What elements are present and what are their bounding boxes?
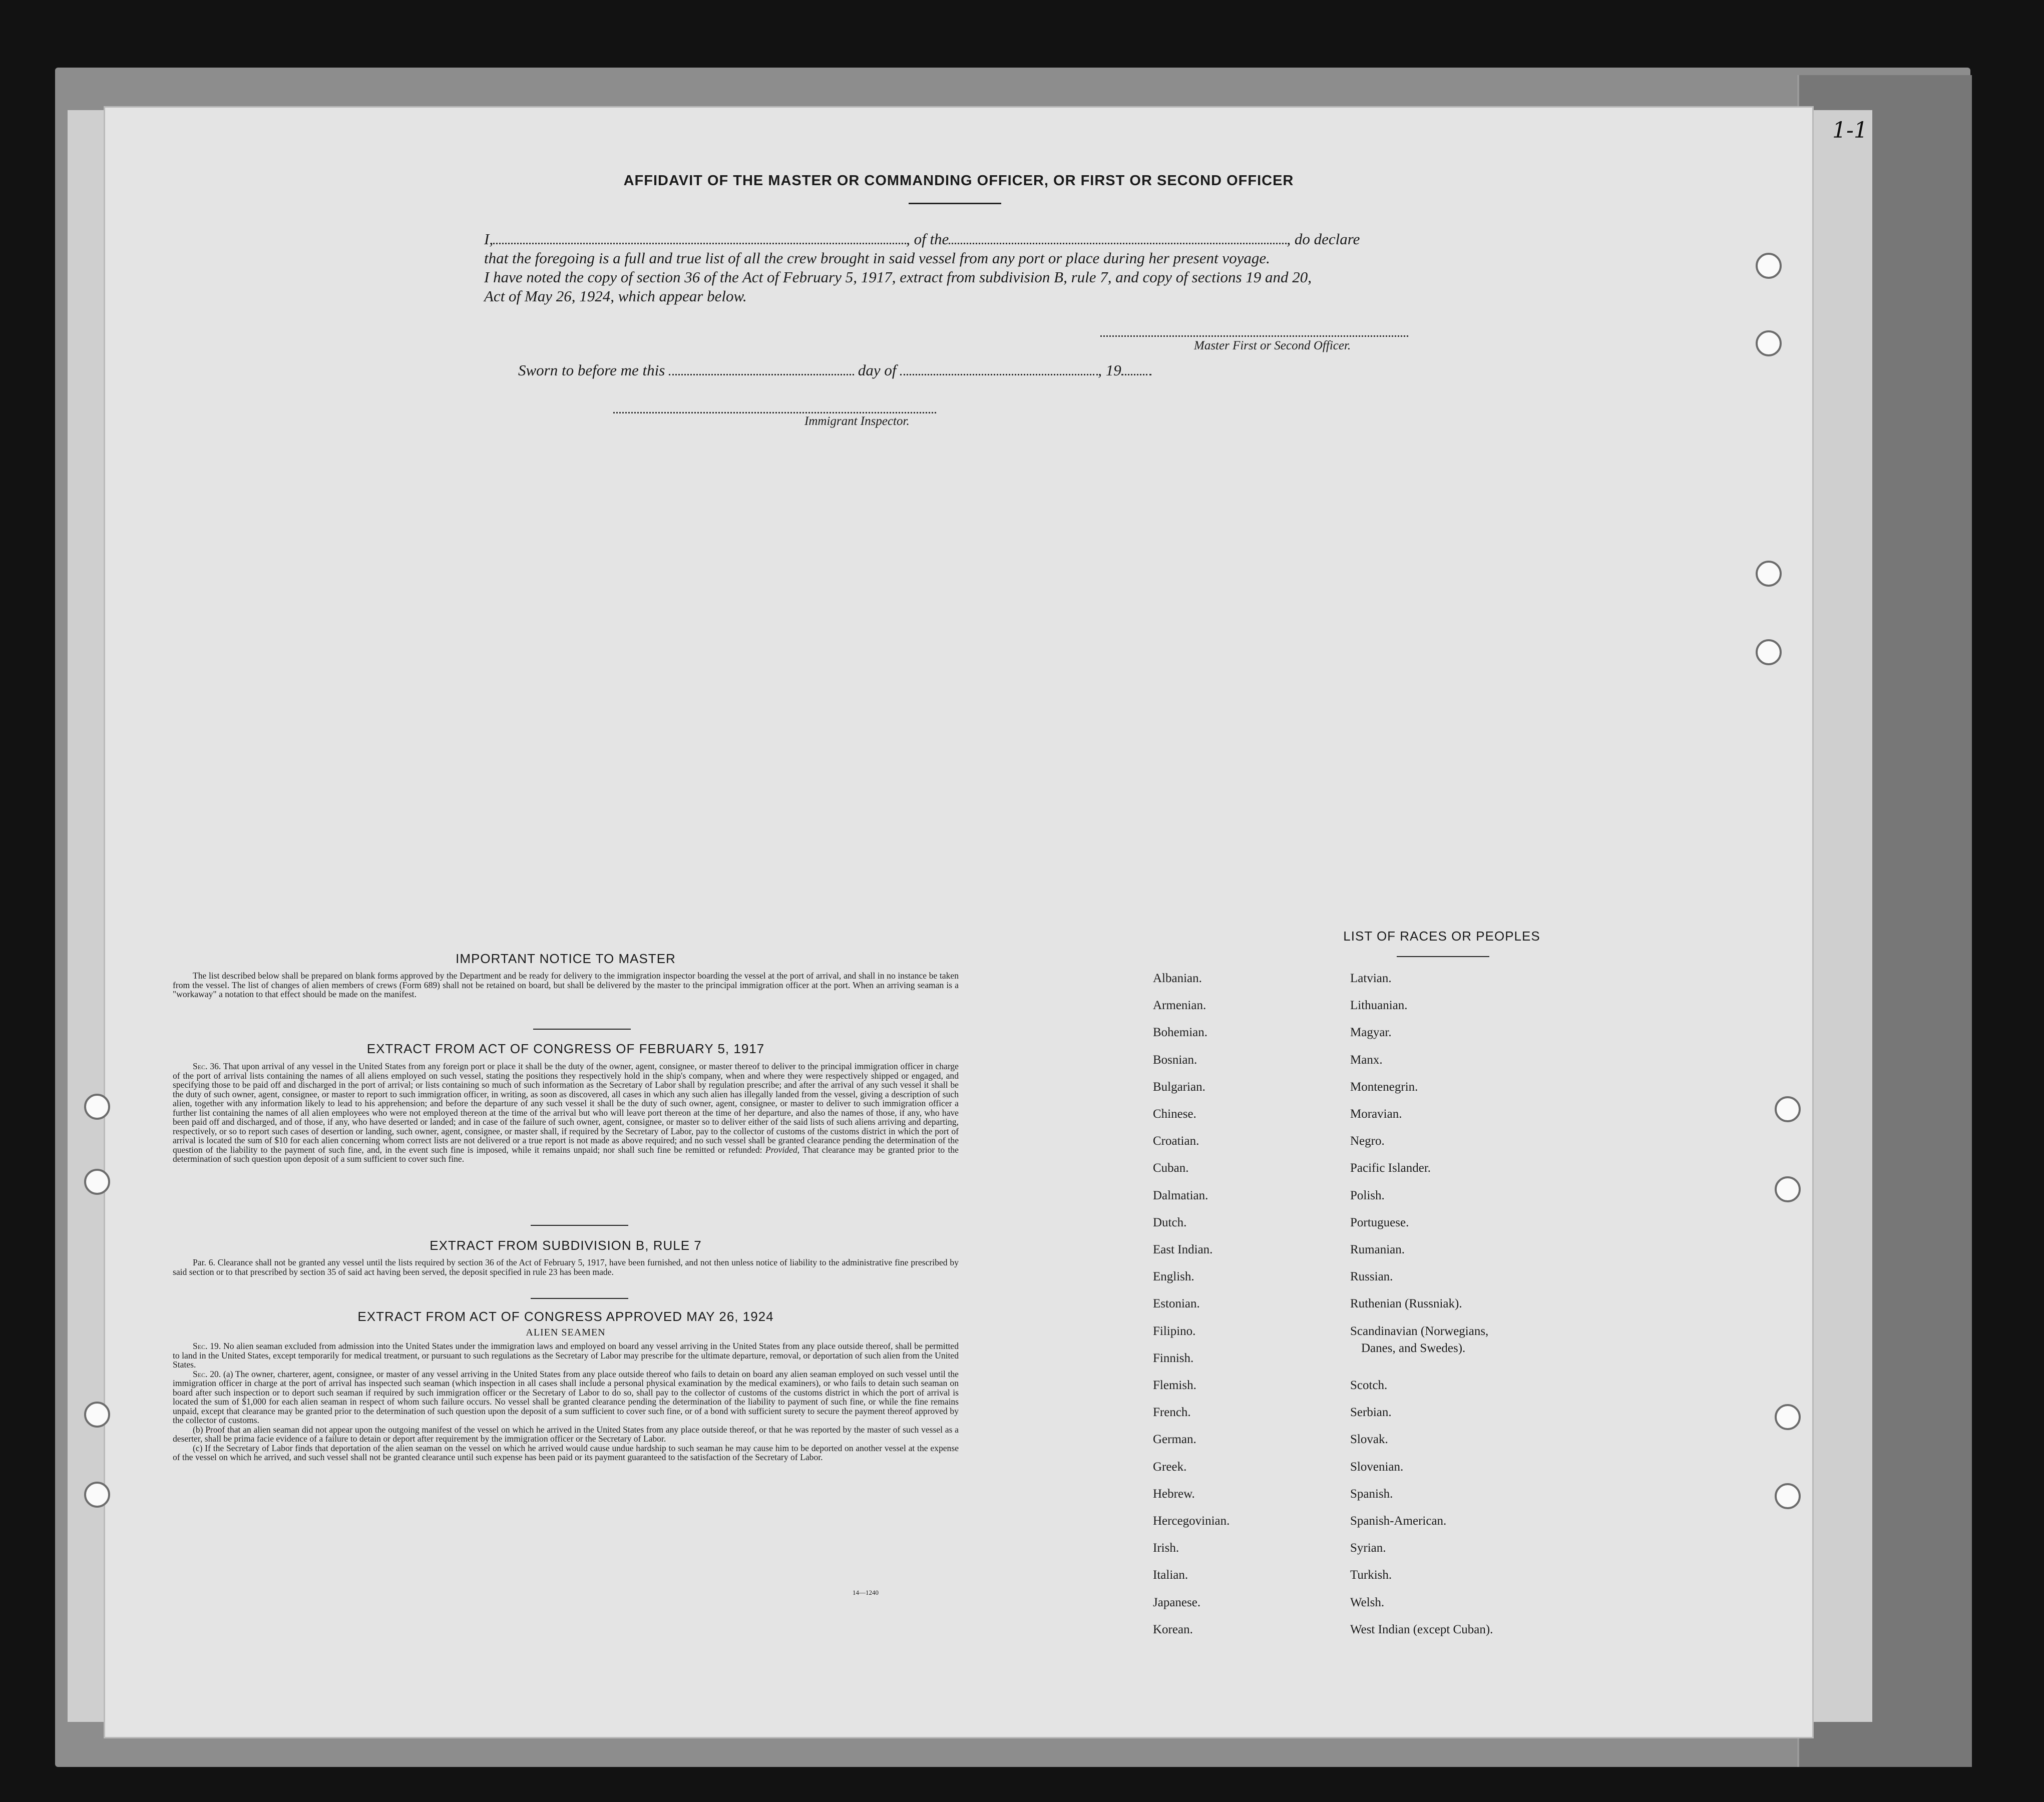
sworn-text: Sworn to before me this	[518, 361, 665, 379]
race-item: East Indian.	[1153, 1243, 1213, 1256]
divider	[1397, 956, 1489, 957]
handwritten-mark: 1-1	[1832, 118, 1868, 143]
race-item: Welsh.	[1350, 1596, 1385, 1609]
race-item: Manx.	[1350, 1053, 1383, 1067]
race-item: Bulgarian.	[1153, 1080, 1205, 1094]
race-item: Turkish.	[1350, 1568, 1392, 1582]
race-item: Latvian.	[1350, 972, 1392, 985]
punch-hole	[1756, 330, 1782, 356]
race-item: Russian.	[1350, 1270, 1393, 1283]
paragraph-6: Par. 6. Clearance shall not be granted any vessel until the lists required by section 36 of the Act of February 5, 1917, have been furnished, and not then unless notice of liability to the administrative fine prescribed by said section or to that prescribed by section 35 of said act having been served, the deposit specified in rule 23 has been made.	[173, 1257, 959, 1277]
race-item: Italian.	[1153, 1568, 1188, 1582]
divider	[531, 1298, 628, 1299]
race-item: Dalmatian.	[1153, 1189, 1208, 1202]
punch-hole	[1756, 561, 1782, 587]
race-item: Spanish-American.	[1350, 1514, 1447, 1528]
subdivision-b-text	[173, 1258, 959, 1276]
section-36	[173, 1062, 959, 1164]
inspector-signature-line	[613, 412, 936, 413]
races-title: LIST OF RACES OR PEOPLES	[1343, 929, 1540, 944]
race-item: Serbian.	[1350, 1406, 1392, 1419]
divider	[909, 203, 1001, 204]
vessel-blank	[949, 242, 1287, 244]
race-item: Filipino.	[1153, 1324, 1196, 1338]
month-blank	[900, 373, 1098, 375]
race-item: Polish.	[1350, 1189, 1385, 1202]
punch-hole	[84, 1402, 110, 1428]
race-item: Scandinavian (Norwegians,	[1350, 1324, 1489, 1338]
notice-text	[173, 971, 959, 999]
day-of-text: day of	[858, 361, 897, 379]
divider	[531, 1225, 628, 1226]
punch-hole	[84, 1094, 110, 1120]
form-number: 14—1240	[853, 1589, 879, 1596]
notice-paragraph: The list described below shall be prepared on blank forms approved by the Department and be ready for delivery to the immigration inspector boarding the vessel at the port of arrival, and shall in no instance be taken from the vessel. The list of changes of alien members of crews (Form 689) shall not be retained on board, but shall be delivered by the master to the principal immigration officer at the port. When an arriving seaman is a "workaway" a notation to that effect should be made on the manifest.	[173, 971, 959, 999]
race-item: German.	[1153, 1433, 1196, 1446]
race-item: Croatian.	[1153, 1134, 1199, 1148]
form-page	[105, 108, 1812, 1737]
extract-1917-text	[173, 1062, 959, 1164]
race-item: Danes, and Swedes).	[1361, 1341, 1466, 1355]
race-item: Estonian.	[1153, 1297, 1200, 1310]
proviso-body: That clearance may be granted prior to the determination of such question upon deposit of a sum sufficient to cover such fine.	[173, 1144, 959, 1164]
section-36-body: That upon arrival of any vessel in the United States from any foreign port or place it shall be the duty of the owner, agent, consignee, or master thereof to deliver to the principal immigration officer in charge of the port of arrival lists containing the names of all aliens employed on such vessel, stating the positions they respectively hold in the ship's company, when and where they were respectively shipped or engaged, and specifying those to be paid off and discharged in the port of arrival; or lists containing so much of such information as the Secretary of Labor shall by regulation prescribe; and after the arrival of any such vessel it shall be the duty of such owner, agent, consignee, or master to report to such immigration officer, in writing, as soon as discovered, all cases in which any such alien has illegally landed from the vessel, giving a description of such alien, together with any information likely to lead to his apprehension; and before the departure of any such vessel it shall be the duty of such owner, agent, consignee, or master to deliver to such immigration officer a further list containing the names of all alien employees who were not employed thereon at the time of the arrival but who will leave port thereon at the time of her departure, and also the names of those, if any, who have been paid off and discharged, and of those, if any, who have deserted or landed; and in case of the failure of such owner, agent, consignee, or master so to deliver either of the said lists of such aliens arriving and departing, respectively, or so to report such cases of desertion or landing, such owner, agent, consignee, or master shall, if required by the Secretary of Labor, pay to the collector of customs of the customs district in which the port of arrival is located the sum of $10 for each alien concerning whom correct lists are not delivered or a true report is not made as above required; and no such vessel shall be granted clearance pending the determination of the question of the liability to the payment of such fine, and, in the event such fine is imposed, while it remains unpaid; nor shall such fine be remitted or refunded:	[173, 1061, 959, 1155]
race-item: Hercegovinian.	[1153, 1514, 1230, 1528]
day-blank	[669, 373, 854, 375]
race-item: Albanian.	[1153, 972, 1202, 985]
affidavit-line-4: Act of May 26, 1924, which appear below.	[484, 287, 747, 305]
extract-1924-title: EXTRACT FROM ACT OF CONGRESS APPROVED MAY 26, 1924	[357, 1309, 774, 1324]
section-19	[173, 1341, 959, 1370]
race-item: Portuguese.	[1350, 1216, 1409, 1229]
race-item: Spanish.	[1350, 1487, 1393, 1501]
proviso-word: Provided,	[765, 1144, 800, 1155]
subdivision-b-title: EXTRACT FROM SUBDIVISION B, RULE 7	[430, 1238, 702, 1253]
year-blank	[1121, 373, 1151, 375]
divider	[533, 1029, 631, 1030]
extract-1917-title: EXTRACT FROM ACT OF CONGRESS OF FEBRUARY 5, 1917	[366, 1041, 765, 1056]
race-item: Finnish.	[1153, 1352, 1194, 1365]
race-item: Armenian.	[1153, 999, 1206, 1012]
race-item: Chinese.	[1153, 1107, 1196, 1121]
race-item: English.	[1153, 1270, 1194, 1283]
punch-hole	[1756, 639, 1782, 665]
races-right-column	[1350, 971, 1610, 1752]
section-19-label: Sec. 19.	[193, 1341, 221, 1351]
race-item: Slovak.	[1350, 1433, 1388, 1446]
punch-hole	[1775, 1404, 1801, 1430]
affidavit-do-declare: , do declare	[1287, 230, 1360, 248]
inspector-label: Immigrant Inspector.	[804, 414, 910, 428]
affidavit-line-3: I have noted the copy of section 36 of the Act of February 5, 1917, extract from subdivision B, rule 7, and copy of sections 19 and 20,	[484, 268, 1312, 286]
sworn-line	[518, 361, 1151, 379]
alien-seamen-subtitle: ALIEN SEAMEN	[526, 1327, 606, 1338]
race-item: Bohemian.	[1153, 1026, 1208, 1039]
race-item: Irish.	[1153, 1541, 1179, 1555]
race-item: Slovenian.	[1350, 1460, 1404, 1474]
affidavit-i: I,	[484, 230, 494, 248]
punch-hole	[84, 1169, 110, 1195]
master-signature-line	[1100, 335, 1408, 337]
year-text: , 19	[1098, 361, 1121, 379]
race-item: Lithuanian.	[1350, 999, 1408, 1012]
race-item: French.	[1153, 1406, 1191, 1419]
section-36-label: Sec. 36.	[193, 1061, 221, 1071]
race-item: Flemish.	[1153, 1379, 1196, 1392]
race-item: Rumanian.	[1350, 1243, 1405, 1256]
race-item: Hebrew.	[1153, 1487, 1195, 1501]
affidavit-line-1	[484, 230, 1360, 248]
name-blank	[493, 242, 906, 244]
race-item: Montenegrin.	[1350, 1080, 1418, 1094]
section-20b: (b) Proof that an alien seaman did not appear upon the outgoing manifest of the vessel on which he arrived in the United States from any place outside thereof, or that he was reported by the master of such vessel as a deserter, shall be prima facie evidence of a failure to detain or deport after requirement by the immigration officer or the Secretary of Labor.	[173, 1424, 959, 1444]
extract-1924-text	[173, 1341, 959, 1462]
race-item: Ruthenian (Russniak).	[1350, 1297, 1462, 1310]
section-20a-body: (a) The owner, charterer, agent, consignee, or master of any vessel arriving in the United States from any place outside thereof who fails to detain on board any alien seaman employed on such vessel until the immigration officer in charge at the port of arrival has inspected such seaman (which inspection in all cases shall include a personal physical examination by the medical examiners), or who fails to detain such seaman on board after such inspection or to deport such seaman if required by such immigration officer or the Secretary of Labor to do so, shall pay to the collector of customs of the customs district in which the port of arrival is located the sum of $1,000 for each alien seaman in respect of whom such failure occurs. No vessel shall be granted clearance pending the determination of the liability to payment of such fine, or while the fine remains unpaid, except that clearance may be granted prior to the determination of such question upon the deposit of a sum sufficient to cover such fine, or of a bond with sufficient surety to secure the payment thereof approved by the collector of customs.	[173, 1369, 959, 1425]
race-item: Cuban.	[1153, 1161, 1189, 1175]
notice-title: IMPORTANT NOTICE TO MASTER	[456, 951, 676, 966]
punch-hole	[84, 1482, 110, 1508]
race-item: Bosnian.	[1153, 1053, 1197, 1067]
race-item: Greek.	[1153, 1460, 1187, 1474]
race-item: Moravian.	[1350, 1107, 1402, 1121]
race-item: Japanese.	[1153, 1596, 1201, 1609]
race-item: Korean.	[1153, 1623, 1193, 1636]
race-item: Negro.	[1350, 1134, 1385, 1148]
race-item: Dutch.	[1153, 1216, 1187, 1229]
master-label: Master First or Second Officer.	[1194, 339, 1351, 352]
punch-hole	[1756, 253, 1782, 279]
race-item: Scotch.	[1350, 1379, 1388, 1392]
race-item: Pacific Islander.	[1350, 1161, 1431, 1175]
section-20-label: Sec. 20.	[193, 1369, 221, 1379]
punch-hole	[1775, 1096, 1801, 1122]
punch-hole	[1775, 1176, 1801, 1202]
section-19-body: No alien seaman excluded from admission into the United States under the immigration laws and employed on board any vessel arriving in the United States from any place outside thereof, shall be permitted to land in the United States, except temporarily for medical treatment, or pursuant to such regulations as the Secretary of Labor may prescribe for the ultimate departure, removal, or deportation of such alien from the United States.	[173, 1341, 959, 1370]
section-20c: (c) If the Secretary of Labor finds that deportation of the alien seaman on the vessel on which he arrived would cause undue hardship to such seaman he may cause him to be deported on another vessel at the expense of the vessel on which he arrived, and such vessel shall not be granted clearance until such expense has been paid or its payment guaranteed to the satisfaction of the Secretary of Labor.	[173, 1443, 959, 1462]
race-item: West Indian (except Cuban).	[1350, 1623, 1493, 1636]
section-20a	[173, 1370, 959, 1425]
race-item: Syrian.	[1350, 1541, 1386, 1555]
punch-hole	[1775, 1483, 1801, 1509]
affidavit-of-the: , of the	[906, 230, 949, 248]
affidavit-title: AFFIDAVIT OF THE MASTER OR COMMANDING OFFICER, OR FIRST OR SECOND OFFICER	[623, 173, 1294, 189]
affidavit-line-2: that the foregoing is a full and true list of all the crew brought in said vessel from any port or place during her present voyage.	[484, 249, 1270, 267]
race-item: Magyar.	[1350, 1026, 1392, 1039]
races-left-column	[1153, 971, 1323, 1752]
